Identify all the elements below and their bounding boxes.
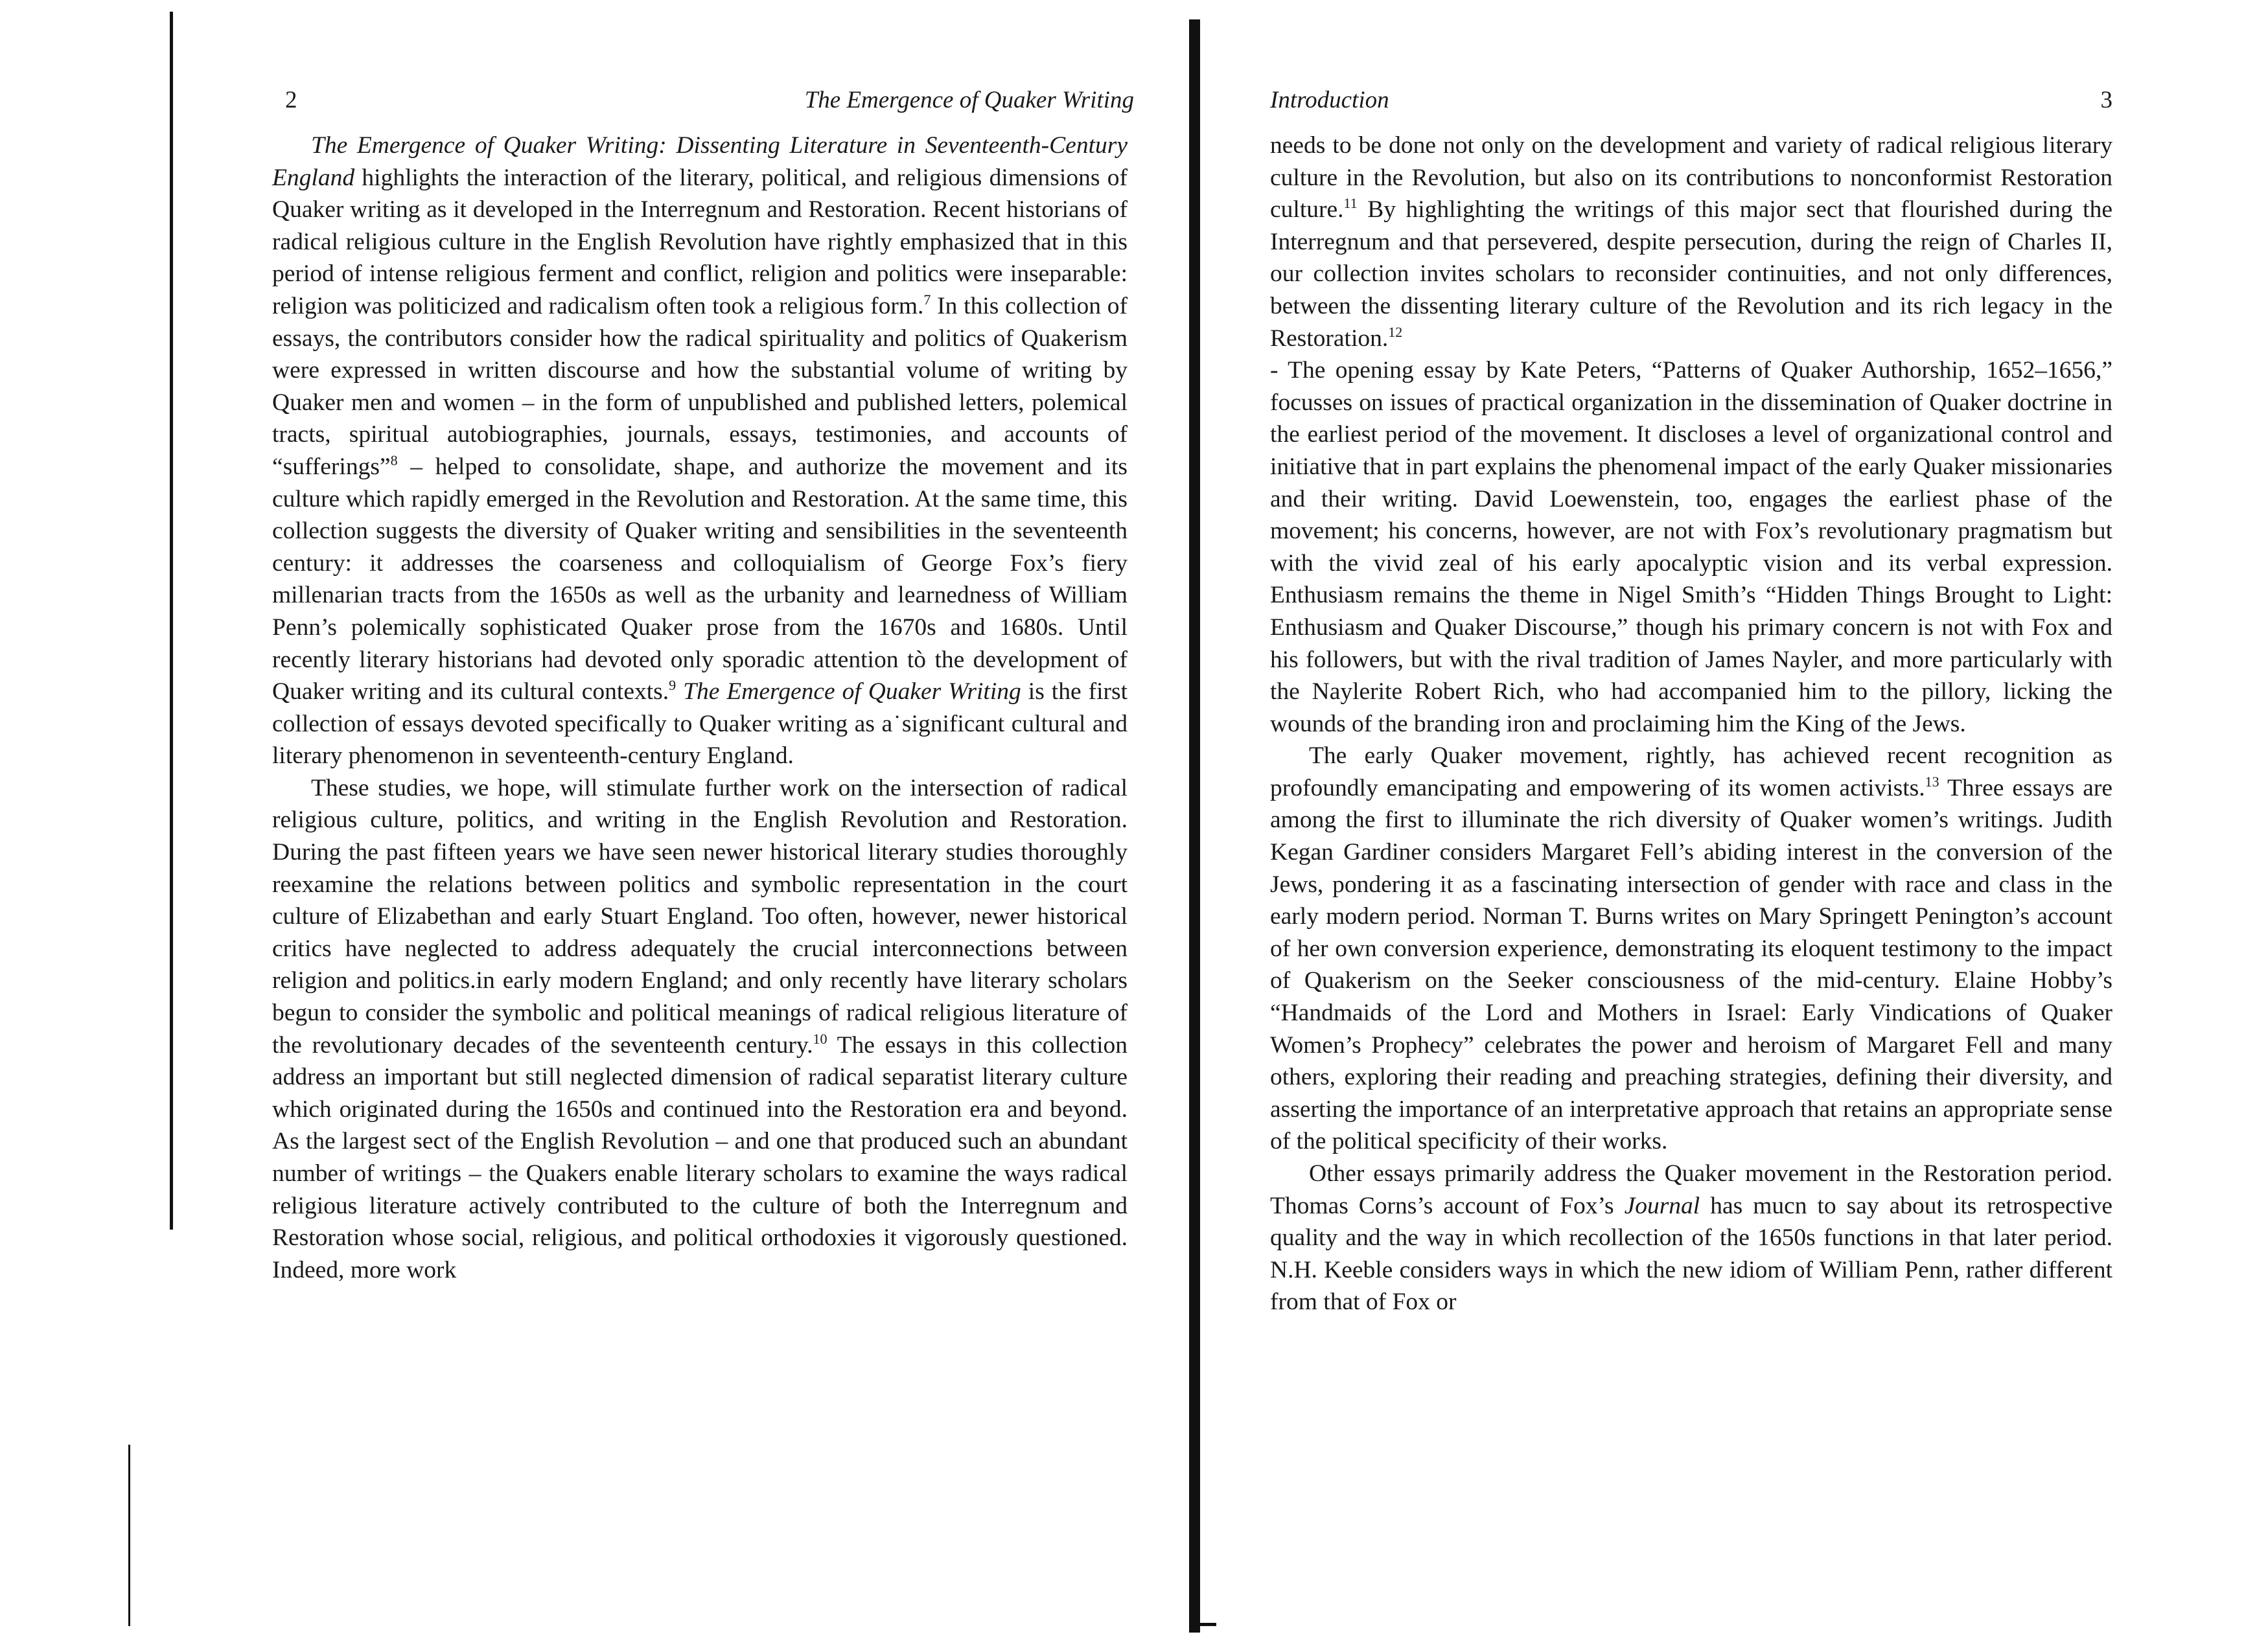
text-run: - The opening essay by Kate Peters, “Patterns of Quaker Authorship, 1652–1656,” focusses on issues of practical organization in the dissemination of Quaker doctrine in the earliest period of the movement. It discloses a level of organizational control and initiative that in part explains the phenomenal impact of the early Quaker missionaries and their writing. David Loewenstein, too, engages the earliest phase of the movement; his concerns, however, are not with Fox’s revolutionary pragmatism but with the vivid zeal of his early apocalyptic vision and its verbal expression. Enthusiasm remains the theme in Nigel Smith’s “Hidden Things Brought to Light: Enthusiasm and Quaker Discourse,” though his primary concern is not with Fox and his followers, but with the rival tradition of James Nayler, and more particularly with the Naylerite Robert Rich, who had accompanied him to the pillory, licking the wounds of the branding iron and proclaiming him the King of the Jews. (1270, 357, 2112, 737)
running-head-title: Introduction (1270, 87, 1389, 113)
text-run: is the first collection of essays devoted specifically to Quaker writing as a˙significant cultural and literary phenomenon in seventeenth-century England. (272, 678, 1128, 770)
paragraph (1270, 130, 2112, 354)
text-run: Three essays are among the first to illuminate the rich diversity of Quaker women’s writings. Judith Kegan Gardiner considers Margaret Fell’s abiding interest in the conversion of the Jews, pondering it as a fascinating intersection of gender with race and class in the early modern period. Norman T. Burns writes on Mary Springett Penington’s account of her own conversion experience, demonstrating its eloquent testimony to the impact of Quakerism on the Seeker consciousness of the mid-century. Elaine Hobby’s “Handmaids of the Lord and Mothers in Israel: Early Vindications of Quaker Women’s Prophecy” celebrates the power and heroism of Margaret Fell and many others, exploring their reading and preaching strategies, defining their diversity, and asserting the importance of an interpretative approach that retains an appropriate sense of the political specificity of their works. (1270, 774, 2112, 1155)
page-number: 3 (2100, 87, 2112, 113)
left-running-head (272, 78, 1134, 123)
footnote-ref: 12 (1388, 323, 1403, 340)
footnote-ref: 9 (669, 677, 677, 694)
footnote-ref: 7 (923, 291, 931, 308)
text-run: has mucn to say about its retrospective quality and the way in which recollection of the 1650s functions in that later period. N.H. Keeble considers ways in which the new idiom of William Penn, rather different from that of Fox or (1270, 1192, 2112, 1316)
left-body-text (272, 130, 1128, 1286)
paragraph (272, 130, 1128, 772)
footnote-ref: 10 (813, 1030, 827, 1047)
book-title: The Emergence of Quaker Writing (676, 678, 1021, 706)
text-run: highlights the interaction of the literary, political, and religious dimensions of Quaker writing as it developed in the Interregnum and Restoration. Recent historians of radical religious culture in the English Revolution have rightly emphasized that in this period of intense religious ferment and conflict, religion and politics were inseparable: religion was politicized and radicalism often took a religious form. (272, 164, 1128, 319)
left-margin-rule-lower (128, 1445, 130, 1626)
text-run: In this collection of essays, the contributors consider how the radical spirituality and politics of Quakerism were expressed in written discourse and how the substantial volume of writing by Quaker men and women – in the form of unpublished and published letters, polemical tracts, spiritual autobiographies, journals, essays, testimonies, and accounts of “sufferings” (272, 292, 1128, 480)
footnote-ref: 8 (390, 452, 398, 468)
right-running-head (1270, 78, 2112, 123)
book-title: The Emergence of Quaker Writing: Dissenting Literature in Seventeenth-Century England (272, 132, 1128, 191)
gutter-rule (1189, 19, 1200, 1633)
left-margin-rule (170, 12, 173, 1230)
right-body-text (1270, 130, 2112, 1318)
left-page (272, 78, 1134, 1286)
text-run: The early Quaker movement, rightly, has achieved recent recognition as profoundly emancipating and empowering of its women activists. (1270, 742, 2112, 801)
footnote-ref: 11 (1343, 195, 1358, 212)
text-run: The essays in this collection address an important but still neglected dimension of radical separatist literary culture which originated during the 1650s and continued into the Restoration era and beyond. As the largest sect of the English Revolution – and one that produced such an abundant number of writings – the Quakers enable literary scholars to examine the ways radical religious literature actively contributed to the culture of both the Interregnum and Restoration whose social, religious, and political orthodoxies it vigorously questioned. Indeed, more work (272, 1031, 1128, 1283)
text-run: – helped to consolidate, shape, and authorize the movement and its culture which rapidly emerged in the Revolution and Restoration. At the same time, this collection suggests the diversity of Quaker writing and sensibilities in the seventeenth century: it addresses the coarseness and colloquialism of George Fox’s fiery millenarian tracts from the 1650s as well as the urbanity and learnedness of William Penn’s polemically sophisticated Quaker prose from the 1670s and 1680s. Until recently literary historians had devoted only sporadic attention tò the development of Quaker writing and its cultural contexts. (272, 453, 1128, 706)
right-page (1270, 78, 2112, 1318)
gutter-rule-foot (1200, 1623, 1216, 1626)
book-title: Journal (1624, 1192, 1700, 1219)
paragraph (1270, 1158, 2112, 1318)
paragraph (272, 772, 1128, 1287)
page-number: 2 (285, 87, 297, 113)
footnote-ref: 13 (1925, 773, 1939, 790)
text-run: needs to be done not only on the development and variety of radical religious literary culture in the Revolution, but also on its contributions to nonconformist Restoration culture. (1270, 132, 2112, 224)
text-run: Other essays primarily address the Quaker movement in the Restoration period. Thomas Corns’s account of Fox’s (1270, 1160, 2112, 1219)
text-run: These studies, we hope, will stimulate further work on the intersection of radical religious culture, politics, and writing in the English Revolution and Restoration. During the past fifteen years we have seen newer historical literary studies thoroughly reexamine the relations between politics and symbolic representation in the court culture of Elizabethan and early Stuart England. Too often, however, newer historical critics have neglected to address adequately the crucial interconnections between religion and politics.in early modern England; and only recently have literary scholars begun to consider the symbolic and political meanings of radical religious literature of the revolutionary decades of the seventeenth century. (272, 774, 1128, 1059)
paragraph (1270, 740, 2112, 1158)
running-head-title: The Emergence of Quaker Writing (804, 87, 1134, 113)
paragraph (1270, 354, 2112, 740)
text-run: By highlighting the writings of this major sect that flourished during the Interregnum and that persevered, despite persecution, during the reign of Charles II, our collection invites scholars to reconsider continuities, and not only differences, between the dissenting literary culture of the Revolution and its rich legacy in the Restoration. (1270, 196, 2112, 352)
